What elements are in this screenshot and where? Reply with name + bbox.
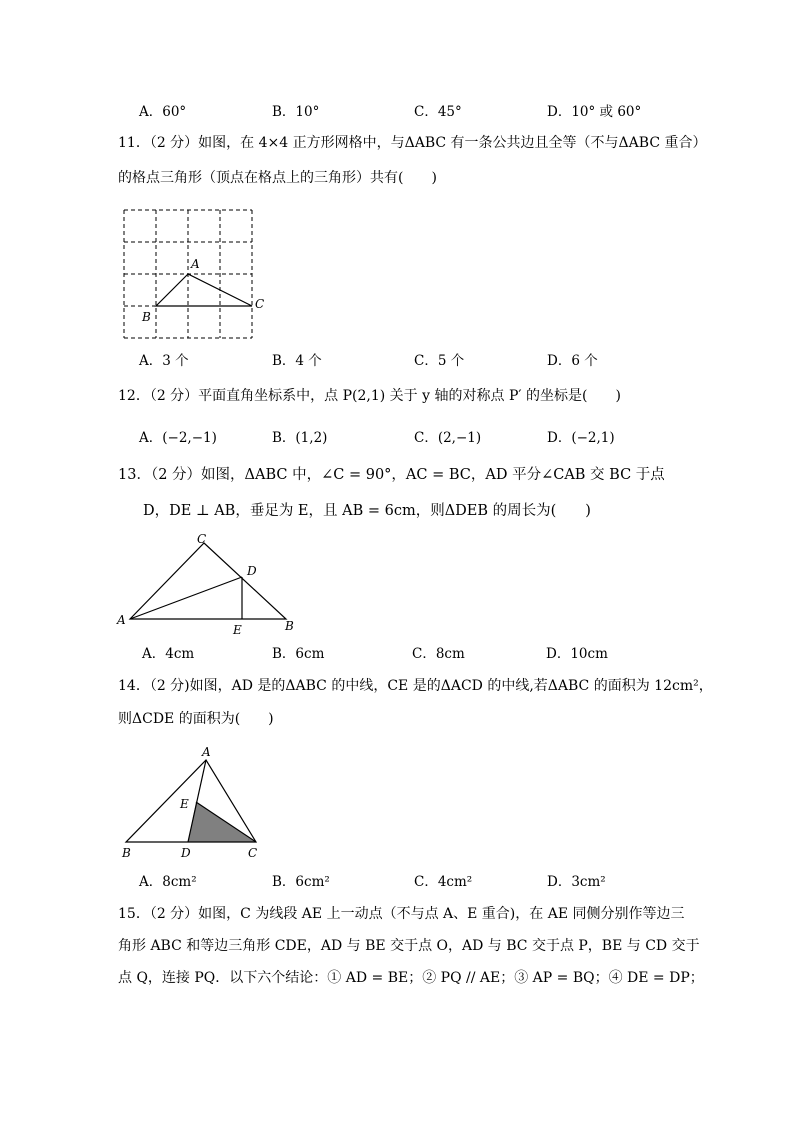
q11-stem-line1: 11．（2 分）如图，在 4×4 正方形网格中，与ΔABC 有一条公共边且全等（不与ΔABC 重合） — [118, 135, 707, 151]
q10-option-d: D．10° 或 60° — [547, 104, 642, 120]
q14-option-a: A．8cm² — [139, 874, 197, 890]
q12-option-d: D．(−2,1) — [547, 430, 615, 446]
q13-label-b: B — [285, 619, 294, 633]
q14-label-d: D — [181, 846, 191, 860]
q15-stem-line1: 15．（2 分）如图，C 为线段 AE 上一动点（不与点 A、E 重合)，在 AE 同侧分别作等边三 — [118, 906, 685, 922]
q10-option-c: C．45° — [414, 104, 462, 120]
q11-option-a: A．3 个 — [139, 353, 189, 369]
q14-label-c: C — [248, 846, 258, 860]
q13-option-b: B．6cm — [272, 646, 325, 662]
q14-label-b: B — [122, 846, 131, 860]
q13-stem-line2: D，DE ⊥ AB，垂足为 E，且 AB = 6cm，则ΔDEB 的周长为( ) — [143, 503, 591, 519]
q14-option-b: B．6cm² — [272, 874, 330, 890]
q11-stem-line2: 的格点三角形（顶点在格点上的三角形）共有( ) — [118, 170, 437, 186]
q11-option-b: B．4 个 — [272, 353, 322, 369]
q13-stem-line1: 13．（2 分）如图，ΔABC 中，∠C = 90°，AC = BC，AD 平分∠CAB 交 BC 于点 — [118, 467, 665, 483]
q11-triangle-abc — [156, 274, 252, 306]
q11-label-a: A — [191, 257, 200, 271]
q13-label-c: C — [197, 532, 207, 546]
q14-label-a: A — [202, 745, 211, 759]
q11-grid-figure — [118, 204, 263, 344]
q15-stem-line3: 点 Q，连接 PQ．以下六个结论：① AD = BE；② PQ // AE；③ AP = BQ；④ DE = DP； — [118, 970, 704, 986]
q11-option-d: D．6 个 — [547, 353, 598, 369]
q14-stem-line1: 14．（2 分)如图，AD 是的ΔABC 的中线，CE 是的ΔACD 的中线,若ΔABC 的面积为 12cm²， — [118, 678, 713, 694]
q14-stem-line2: 则ΔCDE 的面积为( ) — [118, 711, 274, 727]
q13-label-d: D — [247, 564, 257, 578]
q11-label-c: C — [255, 297, 265, 311]
q13-label-e: E — [233, 623, 242, 637]
q14-label-e: E — [180, 797, 189, 811]
q14-option-d: D．3cm² — [547, 874, 606, 890]
q15-stem-line2: 角形 ABC 和等边三角形 CDE，AD 与 BE 交于点 O，AD 与 BC 交于点 P，BE 与 CD 交于 — [118, 938, 700, 954]
q11-option-c: C．5 个 — [414, 353, 465, 369]
q11-label-b: B — [142, 310, 151, 324]
q13-label-a: A — [117, 613, 126, 627]
q12-option-a: A．(−2,−1) — [139, 430, 217, 446]
q10-option-b: B．10° — [272, 104, 320, 120]
q13-option-c: C．8cm — [412, 646, 465, 662]
q14-option-c: C．4cm² — [414, 874, 473, 890]
q14-triangle-figure — [114, 742, 274, 862]
q12-option-c: C．(2,−1) — [414, 430, 482, 446]
q13-triangle-figure — [112, 530, 302, 640]
q14-shaded-triangle-cde — [188, 802, 256, 842]
q12-option-b: B．(1,2) — [272, 430, 328, 446]
q13-option-d: D．10cm — [546, 646, 608, 662]
q10-option-a: A．60° — [139, 104, 187, 120]
q12-stem-line1: 12．（2 分）平面直角坐标系中，点 P(2,1) 关于 y 轴的对称点 P′ 的坐标是( ) — [118, 388, 621, 404]
q13-option-a: A．4cm — [142, 646, 195, 662]
